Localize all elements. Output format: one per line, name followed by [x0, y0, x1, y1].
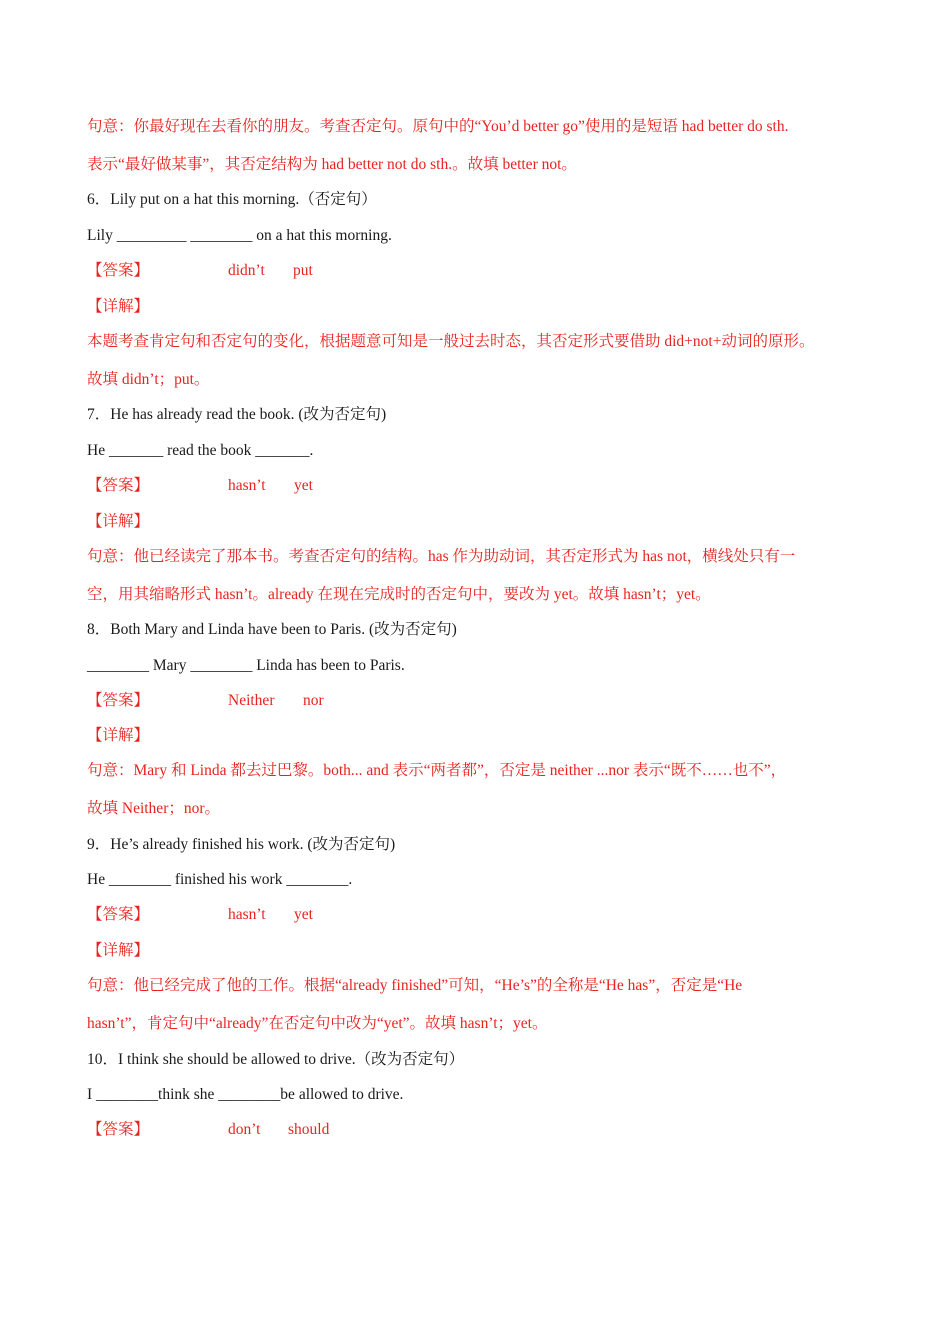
- q10-blank-sentence: I ________think she ________be allowed to drive.: [87, 1086, 404, 1103]
- q10-answer-line: [87, 1120, 330, 1140]
- intro-explain-line-2: 表示“最好做某事”，其否定结构为 had better not do sth.。故填 better not。: [87, 156, 577, 173]
- q8-explain-label: 【详解】: [87, 727, 150, 744]
- q9-explain-line-1: 句意：他已经完成了他的工作。根据“already finished”可知，“He’s”的全称是“He has”，否定是“He: [87, 977, 743, 994]
- q7-explain-label: 【详解】: [87, 513, 150, 530]
- q6-answer-2: put: [293, 262, 313, 279]
- q10-prompt: 10．I think she should be allowed to drive.（改为否定句）: [87, 1051, 465, 1068]
- q8-prompt: 8．Both Mary and Linda have been to Paris. (改为否定句): [87, 621, 457, 638]
- q6-answer-line: [87, 261, 313, 281]
- q6-explain-line-1: 本题考查肯定句和否定句的变化，根据题意可知是一般过去时态，其否定形式要借助 did+not+动词的原形。: [87, 333, 815, 350]
- answer-label: 【答案】: [87, 477, 150, 494]
- q9-blank-sentence: He ________ finished his work ________.: [87, 871, 353, 888]
- q9-answer-2: yet: [294, 906, 313, 923]
- q7-answer-2: yet: [294, 477, 313, 494]
- q6-explain-line-2: 故填 didn’t；put。: [87, 371, 210, 388]
- q9-answer-line: [87, 905, 313, 925]
- q6-blank-sentence: Lily _________ ________ on a hat this morning.: [87, 227, 392, 244]
- q10-answer-2: should: [288, 1121, 330, 1138]
- answer-label: 【答案】: [87, 1121, 150, 1138]
- answer-label: 【答案】: [87, 692, 150, 709]
- q10-answer-1: don’t: [228, 1121, 261, 1138]
- q8-answer-1: Neither: [228, 692, 275, 709]
- q7-explain-line-2: 空，用其缩略形式 hasn’t。already 在现在完成时的否定句中，要改为 yet。故填 hasn’t；yet。: [87, 586, 711, 603]
- q9-answer-1: hasn’t: [228, 906, 266, 923]
- q8-blank-sentence: ________ Mary ________ Linda has been to Paris.: [87, 657, 405, 674]
- answer-label: 【答案】: [87, 906, 150, 923]
- q7-prompt: 7．He has already read the book. (改为否定句): [87, 406, 387, 423]
- answer-label: 【答案】: [87, 262, 150, 279]
- q9-explain-label: 【详解】: [87, 942, 150, 959]
- q8-explain-line-1: 句意：Mary 和 Linda 都去过巴黎。both... and 表示“两者都”，否定是 neither ...nor 表示“既不……也不”，: [87, 762, 787, 779]
- q7-explain-line-1: 句意：他已经读完了那本书。考查否定句的结构。has 作为助动词，其否定形式为 has not，横线处只有一: [87, 548, 796, 565]
- q8-explain-line-2: 故填 Neither；nor。: [87, 800, 221, 817]
- q9-explain-line-2: hasn’t”，肯定句中“already”在否定句中改为“yet”。故填 hasn’t；yet。: [87, 1015, 548, 1032]
- intro-explain-line-1: 句意：你最好现在去看你的朋友。考查否定句。原句中的“You’d better go”使用的是短语 had better do sth.: [87, 118, 789, 135]
- q7-answer-line: [87, 476, 313, 496]
- q6-prompt: 6．Lily put on a hat this morning.（否定句）: [87, 191, 377, 208]
- q7-blank-sentence: He _______ read the book _______.: [87, 442, 314, 459]
- q8-answer-line: [87, 691, 324, 711]
- q8-answer-2: nor: [303, 692, 324, 709]
- q6-explain-label: 【详解】: [87, 298, 150, 315]
- q9-prompt: 9．He’s already finished his work. (改为否定句): [87, 836, 396, 853]
- q6-answer-1: didn’t: [228, 262, 265, 279]
- q7-answer-1: hasn’t: [228, 477, 266, 494]
